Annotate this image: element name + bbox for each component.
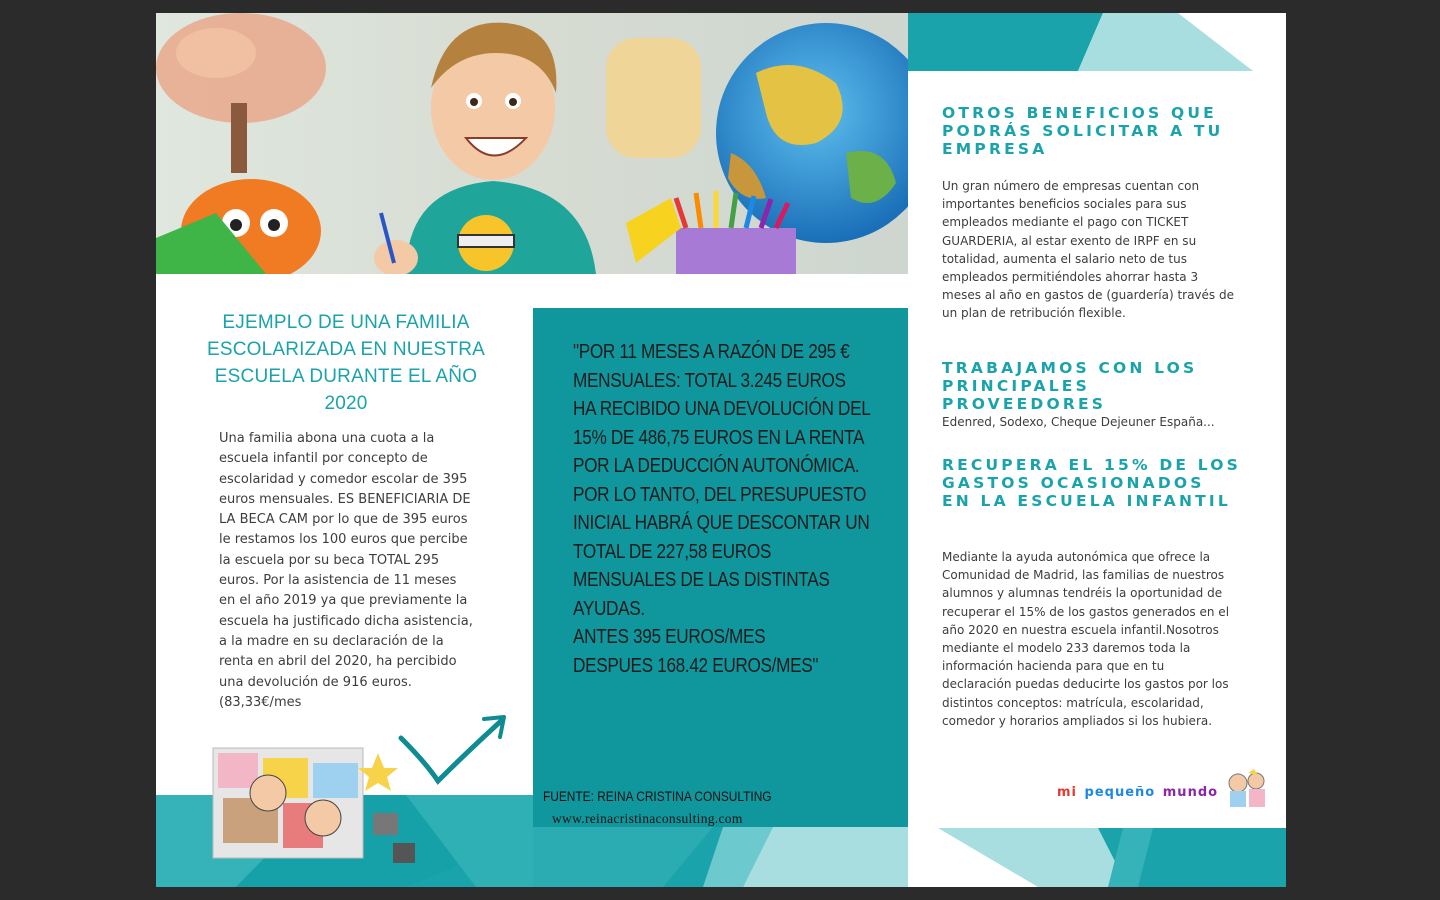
brand-word: mundo [1162, 785, 1219, 800]
recover-text: Mediante la ayuda autonómica que ofrece la Comunidad de Madrid, las familias de nuestros alumnos y alumnas tendréis la oportunidad de recuperar el 15% de los gastos generados en el año 2020 en nuestra escuela infantil.Nosotros mediante el modelo 233 daremos toda la información hacienda para que en tu declaración puedas deducirte los gastos por los distintos conceptos: matrícula, escolaridad, comedor y horarios ampliados si los hubiera. [942, 550, 1230, 728]
quote-line: AYUDAS. [573, 597, 645, 620]
decorative-triangles [908, 13, 1286, 71]
quote-line: MENSUALES DE LAS DISTINTAS [573, 569, 830, 591]
savings-quote [573, 338, 871, 680]
other-benefits-heading: OTROS BENEFICIOS QUE PODRÁS SOLICITAR A TU EMPRESA [942, 104, 1224, 158]
quote-line: TOTAL DE 227,58 EUROS [573, 540, 771, 563]
providers-heading: TRABAJAMOS CON LOS PRINCIPALES PROVEEDORES [942, 359, 1198, 413]
highlight-panel [533, 308, 908, 887]
brochure-sheet [156, 13, 1286, 887]
puzzle-illustration-icon [198, 733, 428, 883]
quote-line: ANTES 395 EUROS/MES [573, 626, 766, 648]
quote-line: POR LO TANTO, DEL PRESUPUESTO [573, 483, 867, 506]
quote-line: HA RECIBIDO UNA DEVOLUCIÓN DEL [573, 398, 871, 420]
family-example-text: Una familia abona una cuota a la escuela infantil por concepto de escolaridad y comedor escolar de 395 euros mensuales. ES BENEFICIARIA DE LA BECA CAM por lo que de 395 euros le restamos los 100 euros que percibe la escuela por su beca TOTAL 295 euros. Por la asistencia de 11 meses en el año 2019 ya que previamente la escuela ha justificado dicha asistencia, a la madre en su declaración de la renta en abril del 2020, ha percibido una devolución de 916 euros. (83,33€/mes [219, 431, 473, 710]
source-credit: FUENTE: REINA CRISTINA CONSULTING [543, 788, 772, 804]
brand-word: pequeño [1084, 785, 1156, 800]
quote-line: "POR 11 MESES A RAZÓN DE 295 € [573, 341, 850, 363]
providers-text: Edenred, Sodexo, Cheque Dejeuner España... [942, 415, 1215, 429]
quote-line: POR LA DEDUCCIÓN AUTONÓMICA. [573, 455, 860, 477]
brand-logo [1056, 785, 1219, 800]
quote-line: 15% DE 486,75 EUROS EN LA RENTA [573, 426, 865, 449]
child-photo [156, 13, 908, 274]
family-example-title: EJEMPLO DE UNA FAMILIA ESCOLARIZADA EN NUESTRA ESCUELA DURANTE EL AÑO 2020 [206, 312, 486, 414]
kids-icon [1224, 769, 1272, 809]
recover-heading: RECUPERA EL 15% DE LOS GASTOS OCASIONADOS EN LA ESCUELA INFANTIL [942, 456, 1242, 510]
decorative-triangles [908, 828, 1286, 887]
brand-word: mi [1057, 785, 1078, 800]
other-benefits-text: Un gran número de empresas cuentan con importantes beneficios sociales para sus empleados mediante el pago con TICKET GUARDERIA, al estar exento de IRPF en su totalidad, aumenta el salario neto de tus empleados permitiéndoles ahorrar hasta 3 meses al año en gastos de (guardería) través de un plan de retribución flexible. [942, 179, 1234, 321]
quote-line: MENSUALES: TOTAL 3.245 EUROS [573, 369, 846, 392]
decorative-triangles [533, 827, 908, 887]
quote-line: DESPUES 168.42 EUROS/MES" [573, 654, 819, 677]
website-link[interactable]: www.reinacristinaconsulting.com [552, 811, 743, 826]
quote-line: INICIAL HABRÁ QUE DESCONTAR UN [573, 512, 870, 534]
